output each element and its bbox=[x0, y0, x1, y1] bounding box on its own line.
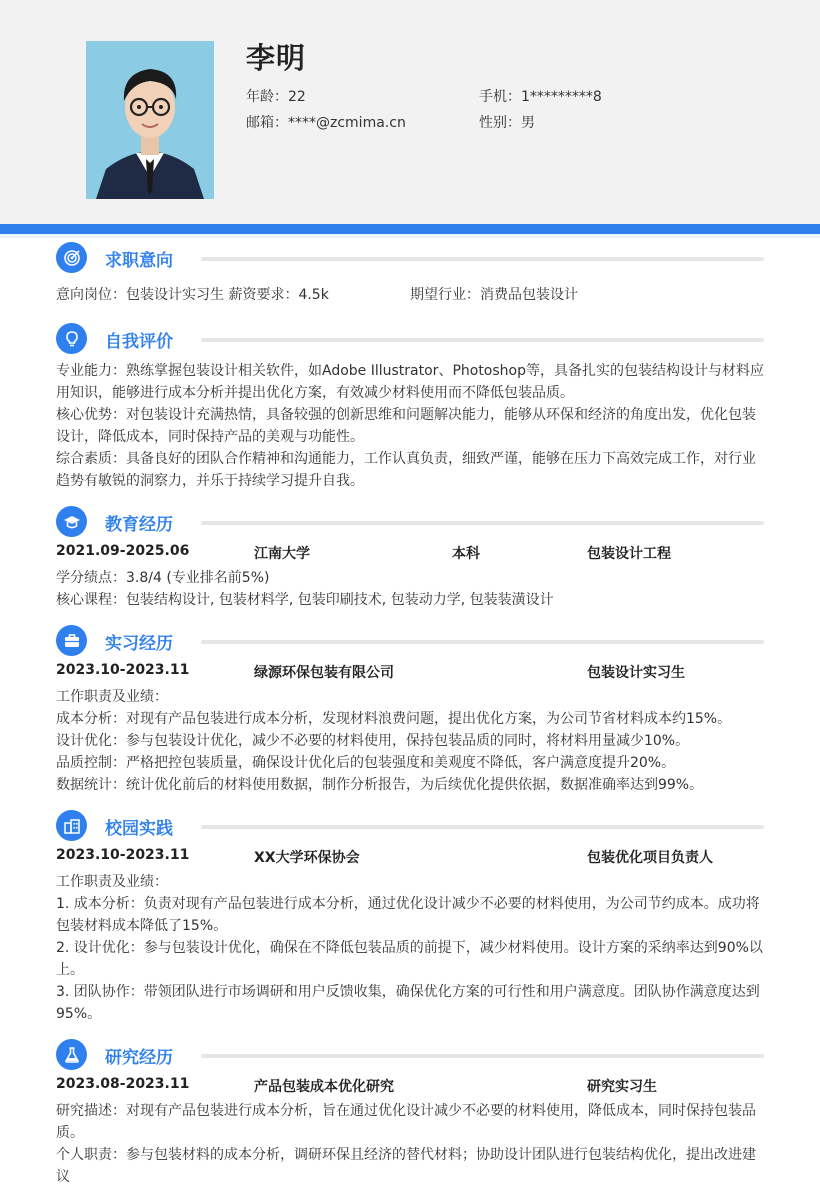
section-title: 实习经历 bbox=[105, 634, 173, 654]
section-title: 校园实践 bbox=[105, 819, 173, 839]
age-value: 22 bbox=[288, 89, 306, 105]
section-education bbox=[56, 506, 764, 538]
campus-line: 2. 设计优化：参与包装设计优化，确保在不降低包装品质的前提下，减少材料使用。设计方案的采纳率达到90%以上。 bbox=[56, 940, 763, 978]
internship-line: 工作职责及业绩： bbox=[56, 689, 168, 705]
header-accent-shadow bbox=[0, 234, 820, 238]
section-divider bbox=[201, 521, 764, 525]
section-divider bbox=[201, 825, 764, 829]
age-info bbox=[246, 86, 306, 106]
email-value: ****@zcmima.cn bbox=[288, 115, 406, 131]
section-self-eval bbox=[56, 323, 764, 355]
section-title: 研究经历 bbox=[105, 1048, 173, 1068]
resume-header bbox=[0, 0, 820, 224]
internship-period: 2023.10-2023.11 bbox=[56, 662, 190, 678]
intent-industry: 期望行业：消费品包装设计 bbox=[410, 287, 578, 303]
phone-info bbox=[479, 86, 602, 106]
education-school: 江南大学 bbox=[254, 546, 310, 562]
campus-line: 3. 团队协作：带领团队进行市场调研和用户反馈收集，确保优化方案的可行性和用户满意度。团队协作满意度达到95%。 bbox=[56, 984, 760, 1022]
research-role: 研究实习生 bbox=[587, 1079, 657, 1095]
section-campus bbox=[56, 810, 764, 842]
section-research bbox=[56, 1039, 764, 1071]
research-row bbox=[56, 1076, 764, 1098]
section-job-intent bbox=[56, 242, 764, 274]
phone-value: 1*********8 bbox=[521, 89, 602, 105]
education-row bbox=[56, 543, 764, 565]
section-divider bbox=[201, 257, 764, 261]
internship-line: 成本分析：对现有产品包装进行成本分析，发现材料浪费问题，提出优化方案，为公司节省材料成本约15%。 bbox=[56, 711, 732, 727]
graduation-cap-icon bbox=[56, 506, 87, 537]
education-period: 2021.09-2025.06 bbox=[56, 543, 190, 559]
internship-role: 包装设计实习生 bbox=[587, 665, 685, 681]
briefcase-icon bbox=[56, 625, 87, 656]
phone-label: 手机： bbox=[479, 89, 521, 105]
self-eval-quality: 综合素质：具备良好的团队合作精神和沟通能力，工作认真负责，细致严谨，能够在压力下高效完成工作，对行业趋势有敏锐的洞察力，并乐于持续学习提升自我。 bbox=[56, 451, 756, 489]
campus-period: 2023.10-2023.11 bbox=[56, 847, 190, 863]
header-accent-bar bbox=[0, 224, 820, 234]
portrait-illustration bbox=[86, 41, 214, 199]
avatar bbox=[86, 41, 214, 199]
research-duty: 个人职责：参与包装材料的成本分析，调研环保且经济的替代材料；协助设计团队进行包装结构优化，提出改进建议 bbox=[56, 1147, 756, 1185]
job-intent-line bbox=[56, 284, 764, 306]
campus-row bbox=[56, 847, 764, 869]
lightbulb-icon bbox=[56, 323, 87, 354]
section-title: 自我评价 bbox=[105, 332, 173, 352]
buildings-icon bbox=[56, 810, 87, 841]
email-info bbox=[246, 112, 406, 132]
section-title: 求职意向 bbox=[105, 251, 173, 271]
internship-row bbox=[56, 662, 764, 684]
section-title: 教育经历 bbox=[105, 515, 173, 535]
self-eval-strength: 核心优势：对包装设计充满热情，具备较强的创新思维和问题解决能力，能够从环保和经济的角度出发，优化包装设计，降低成本，同时保持产品的美观与功能性。 bbox=[56, 407, 756, 445]
research-project: 产品包装成本优化研究 bbox=[254, 1079, 394, 1095]
internship-line: 设计优化：参与包装设计优化，减少不必要的材料使用，保持包装品质的同时，将材料用量减少10%。 bbox=[56, 733, 690, 749]
internship-company: 绿源环保包装有限公司 bbox=[254, 665, 394, 681]
research-description: 研究描述：对现有产品包装进行成本分析，旨在通过优化设计减少不必要的材料使用，降低成本，同时保持包装品质。 bbox=[56, 1103, 756, 1141]
campus-role: 包装优化项目负责人 bbox=[587, 850, 713, 866]
campus-org: XX大学环保协会 bbox=[254, 850, 360, 866]
research-period: 2023.08-2023.11 bbox=[56, 1076, 190, 1092]
flask-icon bbox=[56, 1039, 87, 1070]
gender-info bbox=[479, 112, 535, 132]
internship-line: 数据统计：统计优化前后的材料使用数据，制作分析报告，为后续优化提供依据，数据准确率达到99%。 bbox=[56, 777, 704, 793]
section-divider bbox=[201, 1054, 764, 1058]
section-divider bbox=[201, 640, 764, 644]
education-degree: 本科 bbox=[452, 546, 480, 562]
section-internship bbox=[56, 625, 764, 657]
education-gpa: 学分绩点：3.8/4 (专业排名前5%) bbox=[56, 570, 270, 586]
campus-line: 工作职责及业绩： bbox=[56, 874, 168, 890]
intent-position-salary: 意向岗位：包装设计实习生 薪资要求：4.5k bbox=[56, 287, 329, 303]
gender-value: 男 bbox=[521, 115, 535, 131]
education-major: 包装设计工程 bbox=[587, 546, 671, 562]
self-eval-ability: 专业能力：熟练掌握包装设计相关软件，如Adobe Illustrator、Photoshop等，具备扎实的包装结构设计与材料应用知识，能够进行成本分析并提出优化方案，有效减少材料使用而不降低包装品质。 bbox=[56, 363, 764, 401]
target-icon bbox=[56, 242, 87, 273]
candidate-name: 李明 bbox=[246, 41, 307, 75]
campus-line: 1. 成本分析：负责对现有产品包装进行成本分析，通过优化设计减少不必要的材料使用，为公司节约成本。成功将包装材料成本降低了15%。 bbox=[56, 896, 760, 934]
age-label: 年龄： bbox=[246, 89, 288, 105]
internship-line: 品质控制：严格把控包装质量，确保设计优化后的包装强度和美观度不降低，客户满意度提升20%。 bbox=[56, 755, 676, 771]
gender-label: 性别： bbox=[479, 115, 521, 131]
education-courses: 核心课程：包装结构设计, 包装材料学, 包装印刷技术, 包装动力学, 包装装潢设计 bbox=[56, 592, 554, 608]
email-label: 邮箱： bbox=[246, 115, 288, 131]
section-divider bbox=[201, 338, 764, 342]
